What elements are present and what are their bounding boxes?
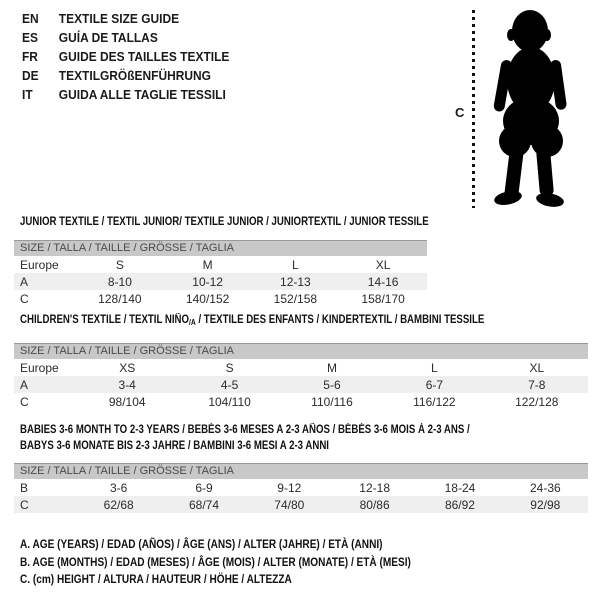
lang-row-de <box>22 66 229 85</box>
baby-silhouette-icon <box>486 5 584 207</box>
size-value-cell: 80/86 <box>359 497 390 512</box>
footnote-b: B. AGE (MONTHS) / EDAD (MESES) / ÂGE (MOIS) / ALTER (MONATE) / ETÀ (MESI) <box>20 554 411 569</box>
lang-code: ES <box>22 30 38 45</box>
size-value-cell: 74/80 <box>274 497 305 512</box>
size-value-cell: 128/140 <box>98 291 142 306</box>
lang-title: TEXTILGRÖßENFÜHRUNG <box>58 68 211 83</box>
size-value-cell: 68/74 <box>188 497 219 512</box>
size-value-cell: 140/152 <box>185 291 230 306</box>
size-value-cell: 152/158 <box>273 291 318 306</box>
height-measure-label: C <box>455 105 465 120</box>
lang-code: IT <box>22 87 33 102</box>
size-value-cell: 86/92 <box>444 497 475 512</box>
size-value-cell: 62/68 <box>103 497 134 512</box>
size-value-cell: 4-5 <box>220 377 239 392</box>
size-value-cell: M <box>326 360 337 375</box>
language-list <box>22 9 229 104</box>
size-value-cell: 8-10 <box>107 274 132 289</box>
size-value-cell: 12-18 <box>359 480 390 495</box>
table-row <box>14 256 427 273</box>
size-table <box>14 359 588 410</box>
table-row <box>14 290 427 307</box>
size-value-cell: 10-12 <box>192 274 223 289</box>
lang-code: EN <box>22 11 39 26</box>
size-value-cell: XL <box>529 360 545 375</box>
children-section-title <box>20 314 484 327</box>
row-label: C <box>20 291 29 306</box>
children-title-post: / TEXTILE DES ENFANTS / KINDERTEXTIL / BAMBINI TESSILE <box>195 314 485 326</box>
size-value-cell: 158/170 <box>361 291 405 306</box>
height-measure-line <box>472 10 475 208</box>
table-row <box>14 359 588 376</box>
babies-title-line1: BABIES 3-6 MONTH TO 2-3 YEARS / BEBÉS 3-6 MESES A 2-3 AÑOS / BÉBÉS 3-6 MOIS À 2-3 ANS / <box>20 424 470 436</box>
size-value-cell: 98/104 <box>108 394 146 409</box>
size-value-cell: 9-12 <box>277 480 302 495</box>
children-size-table <box>14 343 588 410</box>
size-value-cell: 6-9 <box>195 480 213 495</box>
size-value-cell: 24-36 <box>529 480 561 495</box>
lang-title: GUÍA DE TALLAS <box>58 30 158 45</box>
size-value-cell: 104/110 <box>208 394 251 409</box>
size-value-cell: 18-24 <box>444 480 476 495</box>
footnotes <box>20 536 411 589</box>
size-value-cell: 12-13 <box>280 274 311 289</box>
table-row <box>14 273 427 290</box>
babies-title-line2: BABYS 3-6 MONATE BIS 2-3 JAHRE / BAMBINI 3-6 MESI A 2-3 ANNI <box>20 440 329 452</box>
row-label: B <box>20 480 29 495</box>
lang-code: FR <box>22 49 38 64</box>
junior-section-title: JUNIOR TEXTILE / TEXTIL JUNIOR/ TEXTILE JUNIOR / JUNIORTEXTIL / JUNIOR TESSILE <box>20 216 429 228</box>
size-value-cell: 14-16 <box>367 274 399 289</box>
size-value-cell: S <box>115 257 124 272</box>
table-row <box>14 496 588 513</box>
size-value-cell: L <box>431 360 438 375</box>
size-value-cell: 3-4 <box>118 377 136 392</box>
row-label: C <box>20 497 29 512</box>
size-value-cell: 110/116 <box>311 394 353 409</box>
size-value-cell: 116/122 <box>413 394 456 409</box>
size-value-cell: XS <box>119 360 136 375</box>
size-value-cell: 122/128 <box>515 394 559 409</box>
row-label: Europe <box>20 257 59 272</box>
junior-size-table <box>14 240 427 307</box>
table-row <box>14 393 588 410</box>
children-title-subscript: /A <box>189 318 196 327</box>
lang-row-fr <box>22 47 229 66</box>
lang-title: GUIDA ALLE TAGLIE TESSILI <box>58 87 226 102</box>
size-header-bar: SIZE / TALLA / TAILLE / GRÖSSE / TAGLIA <box>14 343 588 359</box>
lang-title: TEXTILE SIZE GUIDE <box>58 11 180 26</box>
size-table <box>14 479 588 513</box>
table-row <box>14 479 588 496</box>
size-table <box>14 256 427 307</box>
size-value-cell: XL <box>375 257 391 272</box>
size-header-bar: SIZE / TALLA / TAILLE / GRÖSSE / TAGLIA <box>14 463 588 479</box>
size-value-cell: M <box>202 257 213 272</box>
table-row <box>14 376 588 393</box>
lang-code: DE <box>22 68 39 83</box>
size-value-cell: 6-7 <box>425 377 444 392</box>
size-value-cell: 3-6 <box>109 480 128 495</box>
size-header-bar: SIZE / TALLA / TAILLE / GRÖSSE / TAGLIA <box>14 240 427 256</box>
size-value-cell: 5-6 <box>323 377 341 392</box>
size-value-cell: 92/98 <box>530 497 561 512</box>
size-value-cell: 7-8 <box>528 377 546 392</box>
footnote-c: C. (cm) HEIGHT / ALTURA / HAUTEUR / HÖHE / ALTEZZA <box>20 572 292 586</box>
row-label: A <box>20 274 29 289</box>
size-value-cell: S <box>225 360 234 375</box>
lang-row-es <box>22 28 229 47</box>
children-title-pre: CHILDREN'S TEXTILE / TEXTIL NIÑO <box>20 314 190 326</box>
row-label: A <box>20 377 29 392</box>
footnote-a: A. AGE (YEARS) / EDAD (AÑOS) / ÂGE (ANS) / ALTER (JAHRE) / ETÀ (ANNI) <box>20 537 383 551</box>
lang-row-it <box>22 85 229 104</box>
size-value-cell: L <box>292 257 299 272</box>
babies-size-table <box>14 463 588 513</box>
row-label: C <box>20 394 29 409</box>
row-label: Europe <box>20 360 59 375</box>
lang-row-en <box>22 9 229 28</box>
babies-section-title <box>20 422 470 454</box>
lang-title: GUIDE DES TAILLES TEXTILE <box>58 49 230 64</box>
